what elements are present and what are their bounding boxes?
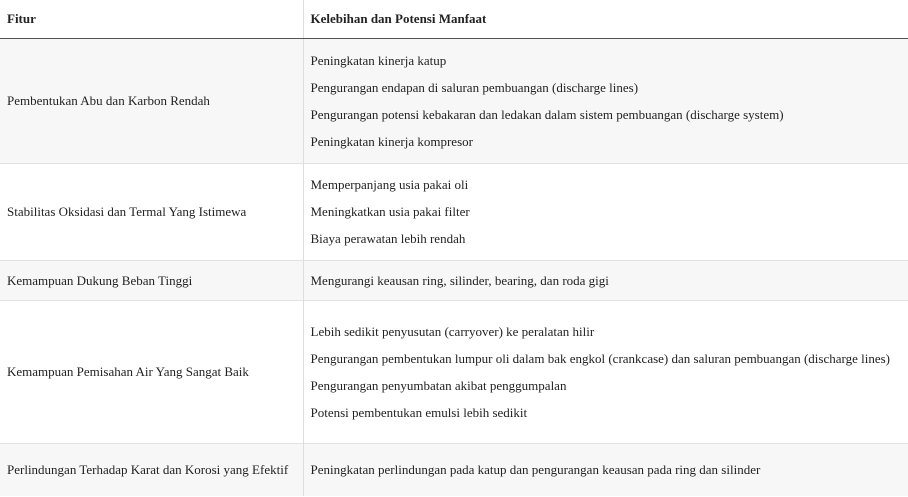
benefit-item: Meningkatkan usia pakai filter <box>310 204 470 219</box>
benefit-list <box>311 322 903 422</box>
header-feature: Fitur <box>0 0 303 38</box>
benefits-cell <box>303 443 908 496</box>
benefit-item: Pengurangan potensi kebakaran dan ledakan dalam sistem pembuangan (discharge system) <box>310 106 784 122</box>
benefit-item: Potensi pembentukan emulsi lebih sedikit <box>310 404 528 420</box>
feature-cell: Perlindungan Terhadap Karat dan Korosi yang Efektif <box>0 443 303 496</box>
benefit-list <box>311 175 903 248</box>
feature-cell: Kemampuan Dukung Beban Tinggi <box>0 260 303 300</box>
benefit-item: Lebih sedikit penyusutan (carryover) ke peralatan hilir <box>310 323 595 339</box>
benefit-list <box>311 271 903 290</box>
header-row <box>0 0 908 38</box>
benefit-list <box>311 51 903 151</box>
benefit-item: Mengurangi keausan ring, silinder, bearing, dan roda gigi <box>310 272 609 288</box>
benefits-cell <box>303 300 908 443</box>
table-row <box>0 38 908 163</box>
benefit-item: Pengurangan pembentukan lumpur oli dalam bak engkol (crankcase) dan saluran pembuangan (discharge lines) <box>310 350 891 366</box>
benefit-item: Peningkatan kinerja katup <box>310 52 447 68</box>
feature-cell: Stabilitas Oksidasi dan Termal Yang Istimewa <box>0 163 303 260</box>
feature-cell: Kemampuan Pemisahan Air Yang Sangat Baik <box>0 300 303 443</box>
table-row <box>0 163 908 260</box>
benefit-item: Peningkatan perlindungan pada katup dan pengurangan keausan pada ring dan silinder <box>310 462 761 478</box>
header-benefits: Kelebihan dan Potensi Manfaat <box>303 0 908 38</box>
table-row <box>0 260 908 300</box>
table-header <box>0 0 908 38</box>
benefit-item: Pengurangan endapan di saluran pembuangan (discharge lines) <box>310 79 639 95</box>
table-row <box>0 300 908 443</box>
benefit-item: Memperpanjang usia pakai oli <box>310 177 469 192</box>
benefit-list <box>311 460 903 479</box>
benefit-item: Biaya perawatan lebih rendah <box>310 231 466 246</box>
benefits-cell <box>303 260 908 300</box>
benefits-cell <box>303 38 908 163</box>
benefit-item: Peningkatan kinerja kompresor <box>310 133 473 149</box>
table-row <box>0 443 908 496</box>
benefits-cell <box>303 163 908 260</box>
benefit-item: Pengurangan penyumbatan akibat penggumpalan <box>310 377 567 393</box>
table-body <box>0 38 908 496</box>
feature-cell: Pembentukan Abu dan Karbon Rendah <box>0 38 303 163</box>
